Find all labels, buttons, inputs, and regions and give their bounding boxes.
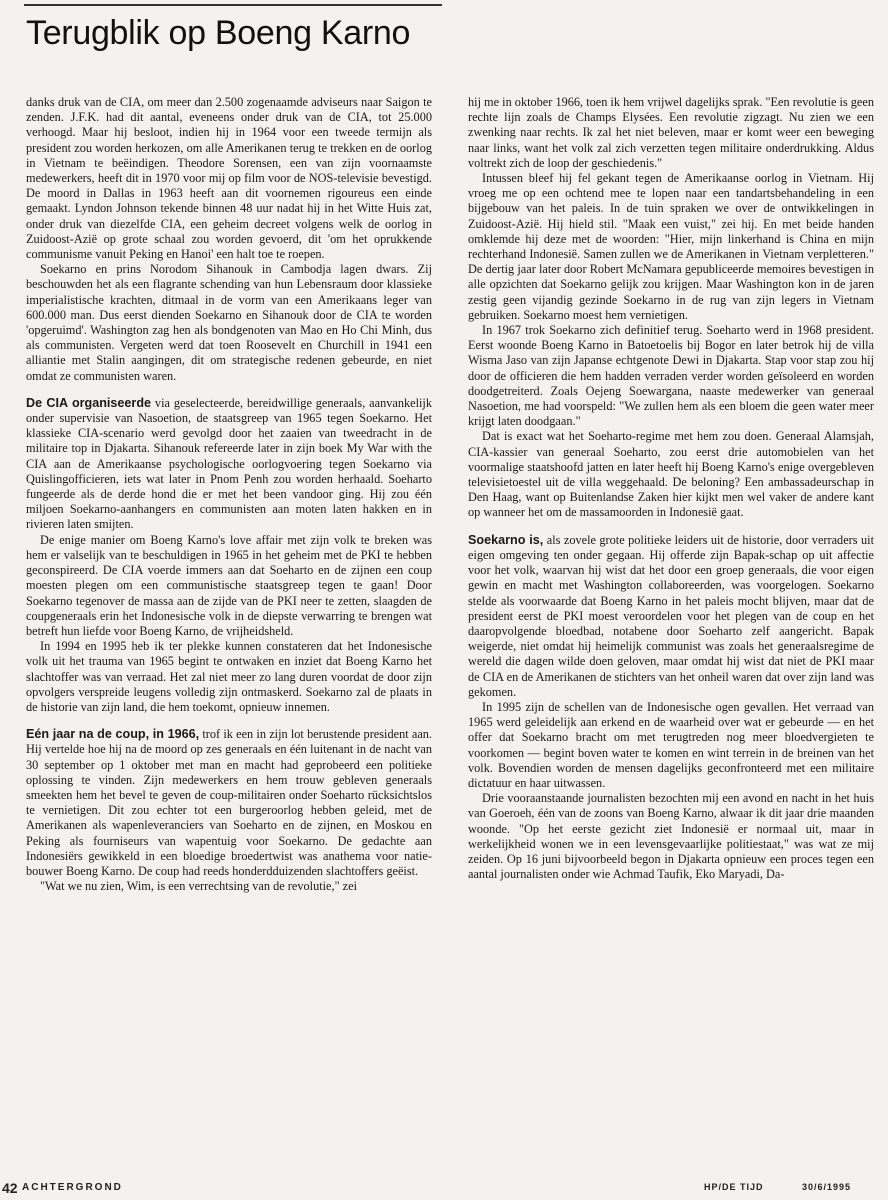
paragraph: Soekarno en prins Norodom Sihanouk in Cambodja lagen dwars. Zij beschouwden het als een flagrante schending van hun Lebensraum door klassieke imperialistische krachten, ditmaal in de vorm van een Amerikaans leger van 600.000 man. Dus eerst dienden Soekarno en Sihanouk door de CIA te worden 'opgeruimd'. Washington zag hen als bondgenoten van Mao en Ho Chi Minh, dus als communisten. Vergeten werd dat toen Roosevelt en Churchill in 1941 een alliantie met Stalin aangingen, dit om strategische redenen gebeurde, en niet omdat ze communisten waren. bbox=[26, 262, 432, 383]
section-paragraph bbox=[26, 396, 432, 533]
paragraph: In 1967 trok Soekarno zich definitief terug. Soeharto werd in 1968 president. Eerst woonde Boeng Karno in Batoetoelis bij Bogor en later betrok hij de villa Wisma Jaso van zijn Japanse echtgenote Dewi in Djakarta. Stap voor stap zou hij door de officieren die hem hadden verraden verder worden geïsoleerd en worden doodgetreiterd. Zoals Oejeng Soewargana, naaste medewerker van generaal Nasoetion, me had voorspeld: "We zullen hem als een bloem die geen water meer krijgt laten doodgaan." bbox=[468, 323, 874, 429]
paragraph: "Wat we nu zien, Wim, is een verrechtsing van de revolutie," zei bbox=[40, 879, 358, 894]
section-lead: Soekarno is, bbox=[468, 532, 544, 547]
paragraph: In 1995 zijn de schellen van de Indonesische ogen gevallen. Het verraad van 1965 werd geleidelijk aan erkend en de waarheid over wat er gebeurde — en het offer dat Soekarno bracht om met terugtreden nog meer bloedvergieten te voorkomen — begint boven water te komen en wint terrein in de breinen van het volk. Bovendien worden de mensen dagelijks geconfronteerd met een militaire dictatuur en haar uitwassen. bbox=[468, 699, 874, 790]
top-rule bbox=[24, 4, 442, 6]
paragraph: In 1994 en 1995 heb ik ter plekke kunnen constateren dat het Indonesische volk uit het trauma van 1965 begint te ontwaken en inziet dat Boeng Karno het slachtoffer was van verraad. Het zal niet meer zo lang duren voordat de door zijn opvolgers verspreide leugens volledig zijn ontmaskerd. Soekarno zal de plaats in de historie van zijn land, die hem toekomt, opnieuw innemen. bbox=[26, 639, 432, 714]
section-paragraph bbox=[26, 727, 432, 879]
paragraph: hij me in oktober 1966, toen ik hem vrijwel dagelijks sprak. "Een revolutie is geen rechte lijn zoals de Champs Elysées. Een revolutie zigzagt. Nu zien we een zwenking naar rechts. Ik zal het niet beleven, maar er komt weer een beweging naar links, want het volk zal zich verzetten tegen militaire onderdrukking. Aldus voltrekt zich de loop der geschiedenis." bbox=[468, 95, 874, 170]
section-name: ACHTERGROND bbox=[22, 1182, 123, 1193]
section-text: via geselecteerde, bereidwillige generaals, aanvankelijk onder supervisie van Nasoetion, de staatsgreep van 1965 tegen Soekarno. Het klassieke CIA-scenario werd gevolgd door het zaaien van tweedracht in de militaire top in Djakarta. Sihanouk refereerde later in zijn boek My War with the CIA aan de Amerikaanse psychologische oorlogvoering tegen Soekarno via Quislingofficieren, iets wat later in Pnom Penh zou worden herhaald. Soeharto fungeerde als de derde hond die er met het been vandoor ging. Hij zou één miljoen Soekarno-aanhangers en communisten aan moten laten hakken en in rivieren laten smijten. bbox=[26, 395, 432, 532]
left-column bbox=[26, 95, 432, 1160]
paragraph: Drie vooraanstaande journalisten bezochten mij een avond en nacht in het huis van Goeroeh, één van de zoons van Boeng Karno, alwaar ik dit jaar drie maanden woonde. "Op het eerste gezicht ziet Indonesië er normaal uit, maar in werkelijkheid wonen we in een levensgevaarlijke politiestaat," was wat ze mij zeiden. Op 16 juni bijvoorbeeld begon in Djakarta opnieuw een proces tegen een aantal journalisten onder wie Achmad Taufik, Eko Maryadi, Da- bbox=[468, 791, 874, 882]
paragraph: danks druk van de CIA, om meer dan 2.500 zogenaamde adviseurs naar Saigon te zenden. J.F.K. had dit aantal, eveneens onder druk van de CIA, tot 25.000 verhoogd. Maar hij besloot, indien hij in 1964 voor een tweede termijn als president zou worden herkozen, om alle Amerikanen terug te trekken en de oorlog in Vietnam te beëindigen. Theodore Sorensen, een van zijn voornaamste medewerkers, heeft dit in 1970 voor mij op film voor de NOS-televisie bevestigd. De moord in Dallas in 1963 heeft aan dit voornemen rigoureus een einde gemaakt. Lyndon Johnson tekende binnen 48 uur nadat hij in het Witte Huis zat, onder druk van diezelfde CIA, een geheim decreet volgens welk de oorlog in Zuidoost-Azië op grote schaal zou worden gevoerd, dit 'om het oprukkende communisme vanuit Peking en Hanoi' een halt toe te roepen. bbox=[26, 95, 432, 262]
section-text: als zovele grote politieke leiders uit de historie, door verraders uit eigen omgeving ten onder gegaan. Hij offerde zijn Bapak-schap op uit affectie voor het volk, waarvan hij wist dat het door een groep generaals, die voor eigen gewin en macht met Washington collaboreerden, was voorgelogen. Soekarno stelde als voorwaarde dat Boeng Karno in het paleis mocht blijven, maar dat de president eerst de PKI moest veroordelen voor het plegen van de coup en het daaropvolgende bloedbad, notabene door Soeharto zelf aangericht. Bapak weigerde, niet omdat hij heimelijk communist was zoals het generaalsregime de wereld die dagen wilde doen geloven, maar omdat hij wist dat niet de PKI maar de CIA en de Amerikanen de stichters van het onheil waren dat over zijn land was gekomen. bbox=[468, 532, 874, 699]
right-column bbox=[468, 95, 874, 1160]
section-paragraph bbox=[468, 533, 874, 700]
issue-date: 30/6/1995 bbox=[802, 1182, 852, 1192]
page-footer bbox=[0, 1178, 888, 1198]
headline: Terugblik op Boeng Karno bbox=[26, 14, 411, 52]
paragraph: Intussen bleef hij fel gekant tegen de Amerikaanse oorlog in Vietnam. Hij vroeg me op een ochtend mee te lopen naar een tandartsbehandeling in een bijgebouw van het paleis. In de tuin spraken we over de ontwikkelingen in Zuidoost-Azië. Hij hield stil. "Maak een vuist," zei hij. En met beide handen omklemde hij deze met de woorden: "Hier, mijn linkerhand is China en mijn rechterhand Indonesië. Samen zullen we de Amerikanen in Vietnam verpletteren." De dertig jaar later door Robert McNamara gepubliceerde memoires bevestigen in alle opzichten dat Soekarno gelijk zou krijgen. Maar Washington kon in de jaren zestig geen vijandig gezinde Soekarno in de rug van zijn legers in Vietnam gebruiken. Soekarno moest hem vernietigen. bbox=[468, 171, 874, 322]
publication-name: HP/DE TIJD bbox=[704, 1182, 764, 1192]
section-lead: Eén jaar na de coup, in 1966, bbox=[26, 727, 200, 742]
section-lead: De CIA organiseerde bbox=[26, 395, 152, 410]
paragraph: Dat is exact wat het Soeharto-regime met hem zou doen. Generaal Alamsjah, CIA-kassier van generaal Soeharto, zou eerst drie automobielen van het voormalige staatshoofd jatten en later heeft hij Boeng Karno's enige overgebleven televisietoestel uit de villa weggehaald. De beloning? Een ambassadeurschap in Den Haag, want op Buitenlandse Zaken hier kijkt men wel vaker de andere kant op wanneer het om de massamoorden in Indonesië gaat. bbox=[468, 429, 874, 520]
paragraph: De enige manier om Boeng Karno's love affair met zijn volk te breken was hem er valselijk van te beschuldigen in 1965 in het geheim met de PKI te hebben geconspireerd. De CIA voerde immers aan dat Soeharto en de zijnen een coup moesten plegen om een communistische staatsgreep tegen te gaan! Door Soekarno tegenover de massa aan de zijde van de PKI neer te zetten, slaagden de coupgeneraals erin het Indonesische volk in de diepste verwarring te brengen wat betreft hun liefde voor Boeng Karno, de vrijheidsheld. bbox=[26, 532, 432, 638]
page-number: 42 bbox=[2, 1180, 18, 1196]
section-text: trof ik een in zijn lot berustende president aan. Hij vertelde hoe hij na de moord op zes generaals en één luitenant in de nacht van 30 september op 1 oktober met man en macht had geprobeerd een politieke oplossing te vinden. Zijn medewerkers en hem trouw gebleven generaals smeekten hem het bevel te geven de coup-militairen onder Soeharto rücksichtslos te vernietigen. Dit zou echter tot een burgeroorlog hebben geleid, met de Amerikanen als wapenleveranciers van Soeharto en de zijnen, en Moskou en Peking als fourniseurs van wapentuig voor Soekarno. De gedachte aan Indonesiërs gewikkeld in een bloedige broedertwist was anathema voor natie-bouwer Boeng Karno. De coup had reeds honderdduizenden slachtoffers geëist. bbox=[26, 727, 432, 878]
